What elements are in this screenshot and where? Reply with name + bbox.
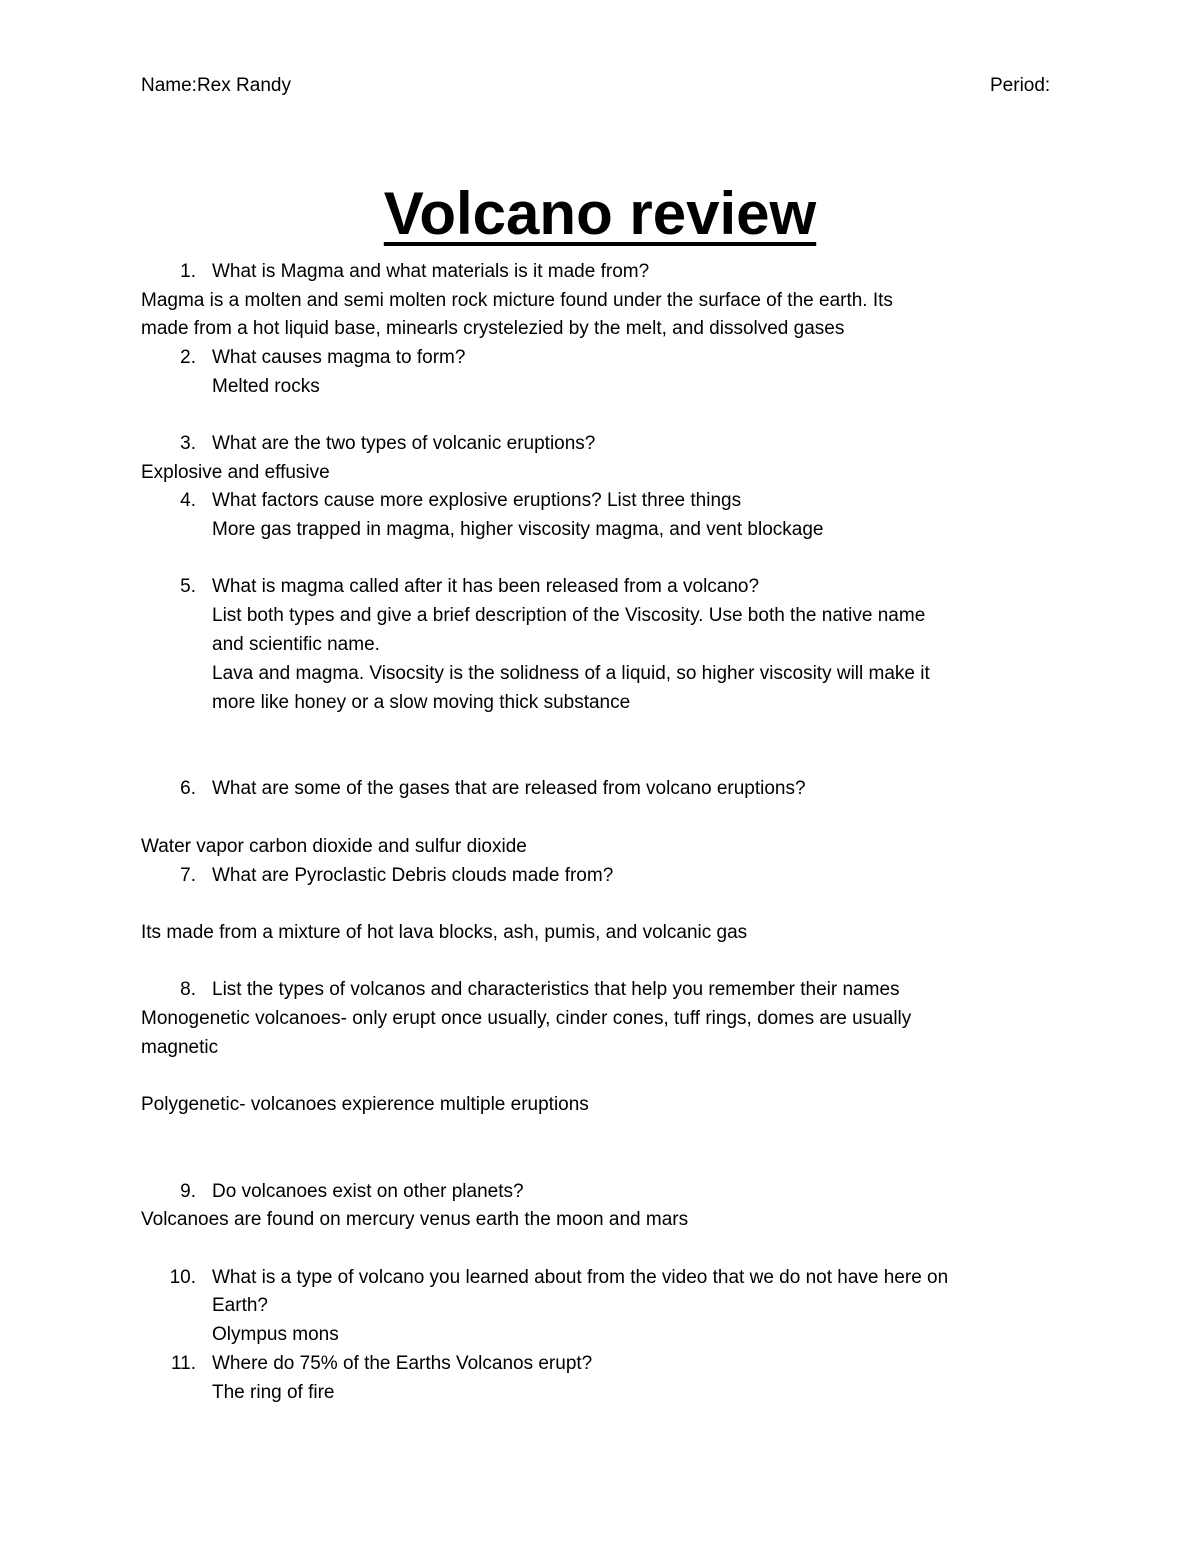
question-text: Where do 75% of the Earths Volcanos erupt? — [212, 1353, 593, 1374]
question-text: What are some of the gases that are released from volcano eruptions? — [212, 778, 806, 799]
question-number: 6. — [180, 778, 196, 799]
answer-line: magnetic — [141, 1037, 219, 1058]
question-number: 5. — [180, 576, 196, 597]
question-text: List the types of volcanos and characteristics that help you remember their names — [212, 979, 900, 1000]
page-title: Volcano review — [383, 180, 817, 247]
question-text-line: Earth? — [212, 1295, 268, 1316]
student-name: Name:Rex Randy — [141, 75, 291, 96]
question-text: What are the two types of volcanic eruptions? — [212, 433, 596, 454]
answer-line: Water vapor carbon dioxide and sulfur dioxide — [141, 836, 527, 857]
question-number: 7. — [180, 865, 196, 886]
answer-line: Magma is a molten and semi molten rock micture found under the surface of the earth. Its — [141, 290, 893, 311]
answer-line: Melted rocks — [212, 376, 320, 397]
question-text: What factors cause more explosive eruptions? List three things — [212, 490, 742, 511]
question-number: 3. — [180, 433, 196, 454]
question-text: What is magma called after it has been released from a volcano? — [212, 576, 760, 597]
answer-line: The ring of fire — [212, 1382, 335, 1403]
question-number: 8. — [180, 979, 196, 1000]
answer-line: Volcanoes are found on mercury venus earth the moon and mars — [141, 1209, 689, 1230]
answer-line: Polygenetic- volcanoes expierence multiple eruptions — [141, 1094, 589, 1115]
question-number: 9. — [180, 1181, 196, 1202]
question-text: What are Pyroclastic Debris clouds made from? — [212, 865, 614, 886]
question-text: What is Magma and what materials is it made from? — [212, 261, 650, 282]
question-text-line: and scientific name. — [212, 634, 380, 655]
answer-line: Lava and magma. Visocsity is the solidness of a liquid, so higher viscosity will make it — [212, 663, 930, 684]
question-number: 2. — [180, 347, 196, 368]
period-label: Period: — [990, 75, 1051, 96]
question-text-line: What is a type of volcano you learned about from the video that we do not have here on — [212, 1267, 949, 1288]
answer-line: more like honey or a slow moving thick substance — [212, 692, 631, 713]
question-number: 10. — [169, 1267, 196, 1288]
answer-line: Monogenetic volcanoes- only erupt once usually, cinder cones, tuff rings, domes are usually — [141, 1008, 912, 1029]
question-text: Do volcanoes exist on other planets? — [212, 1181, 524, 1202]
answer-line: More gas trapped in magma, higher viscosity magma, and vent blockage — [212, 519, 824, 540]
question-text: What causes magma to form? — [212, 347, 466, 368]
question-text-line: List both types and give a brief description of the Viscosity. Use both the native name — [212, 605, 926, 626]
answer-line: Explosive and effusive — [141, 462, 330, 483]
answer-line: Its made from a mixture of hot lava blocks, ash, pumis, and volcanic gas — [141, 922, 748, 943]
answer-line: Olympus mons — [212, 1324, 339, 1345]
question-number: 1. — [180, 261, 196, 282]
question-number: 11. — [170, 1353, 196, 1374]
answer-line: made from a hot liquid base, minearls crystelezied by the melt, and dissolved gases — [141, 318, 845, 339]
question-number: 4. — [180, 490, 196, 511]
